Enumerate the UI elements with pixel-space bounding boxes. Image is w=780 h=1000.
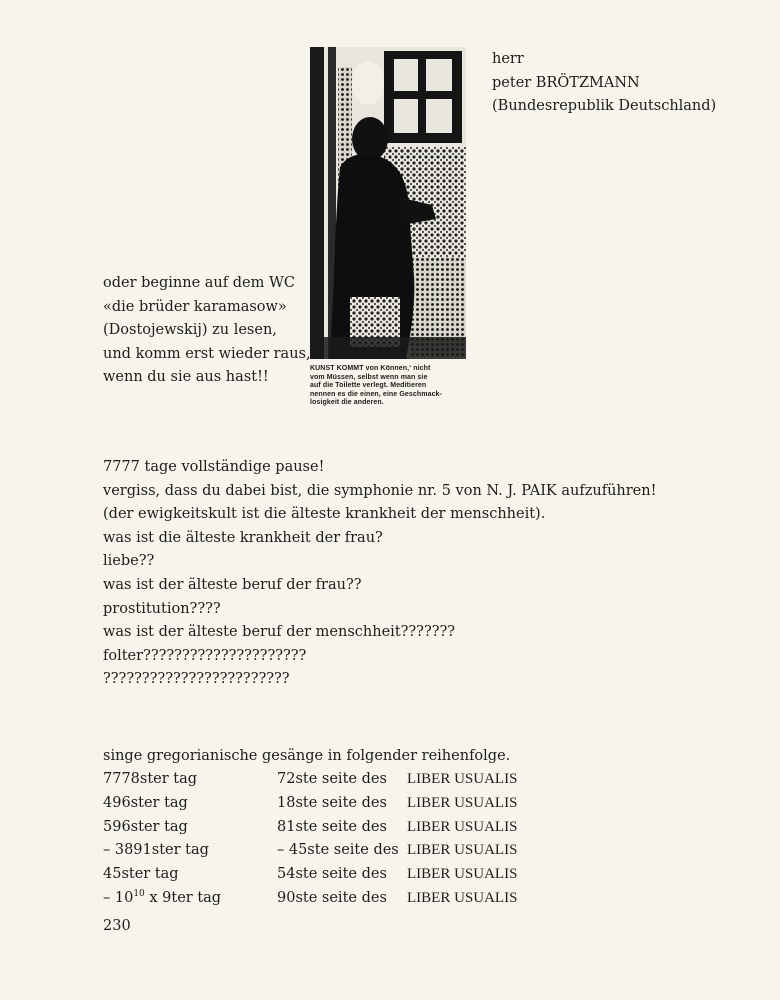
addressee-block: [492, 48, 716, 119]
chant-day: 596ster tag: [103, 818, 188, 835]
text-line: was ist der älteste beruf der frau??: [103, 576, 362, 593]
chant-page: 81ste seite des: [277, 818, 387, 835]
text-line: 7777 tage vollständige pause!: [103, 459, 325, 475]
photo-caption: [310, 365, 472, 408]
chant-day: – 3891ster tag: [103, 842, 209, 859]
chant-day: 7778ster tag: [103, 771, 198, 787]
caption-line: nennen es die einen, eine Geschmack-: [310, 390, 442, 398]
chant-book: LIBER USUALIS: [407, 771, 518, 787]
chant-day: 45ster tag: [103, 866, 179, 883]
addressee-line: (Bundesrepublik Deutschland): [492, 98, 717, 114]
caption-line: vom Müssen, selbst wenn man sie: [310, 373, 428, 381]
day-rest: x 9ter tag: [144, 889, 222, 906]
addressee-line: peter BRÖTZMANN: [492, 74, 640, 91]
chant-day: 496ster tag: [103, 794, 188, 811]
chant-page: 18ste seite des: [277, 794, 387, 811]
text-line: «die brüder karamasow»: [103, 298, 287, 315]
chant-book: LIBER USUALIS: [407, 818, 518, 835]
day-base: – 10: [103, 889, 134, 906]
page-number: 230: [103, 918, 131, 934]
day-exponent: 10: [133, 889, 145, 900]
text-line: prostitution????: [103, 600, 221, 617]
photo-image: [310, 47, 466, 359]
chant-page: 72ste seite des: [277, 771, 387, 787]
text-line: (der ewigkeitskult ist die älteste krankheit der menschheit).: [103, 506, 546, 523]
chant-book: LIBER USUALIS: [407, 866, 518, 883]
text-line: liebe??: [103, 553, 155, 570]
newspaper-photo: [310, 47, 466, 359]
pause-passage: [103, 456, 656, 692]
chant-page: 54ste seite des: [277, 866, 387, 883]
text-line: oder beginne auf dem WC: [103, 275, 295, 291]
chant-book: LIBER USUALIS: [407, 794, 518, 811]
text-line: folter?????????????????????: [103, 647, 307, 664]
text-line: (Dostojewskij) zu lesen,: [103, 322, 277, 339]
text-line: und komm erst wieder raus,: [103, 345, 311, 362]
text-line: ????????????????????????: [103, 671, 290, 688]
chant-page: 90ste seite des: [277, 889, 387, 906]
text-line: was ist der älteste beruf der menschheit???????: [103, 624, 456, 641]
chant-intro: singe gregorianische gesänge in folgender reihenfolge.: [103, 748, 511, 764]
photo-block: [310, 47, 476, 408]
caption-line: KUNST KOMMT von Können,‘ nicht: [310, 365, 431, 372]
text-line: was ist die älteste krankheit der frau?: [103, 529, 383, 546]
chant-page: – 45ste seite des: [277, 842, 399, 859]
caption-line: losigkeit die anderen.: [310, 399, 384, 407]
text-line: vergiss, dass du dabei bist, die symphonie nr. 5 von N. J. PAIK aufzuführen!: [103, 482, 657, 499]
addressee-line: herr: [492, 51, 524, 67]
chant-book: LIBER USUALIS: [407, 889, 518, 906]
wc-instruction: [103, 272, 311, 390]
chant-book: LIBER USUALIS: [407, 842, 518, 859]
caption-line: auf die Toilette verlegt. Meditieren: [310, 382, 427, 390]
chant-day: [103, 887, 221, 911]
text-line: wenn du sie aus hast!!: [103, 369, 269, 386]
